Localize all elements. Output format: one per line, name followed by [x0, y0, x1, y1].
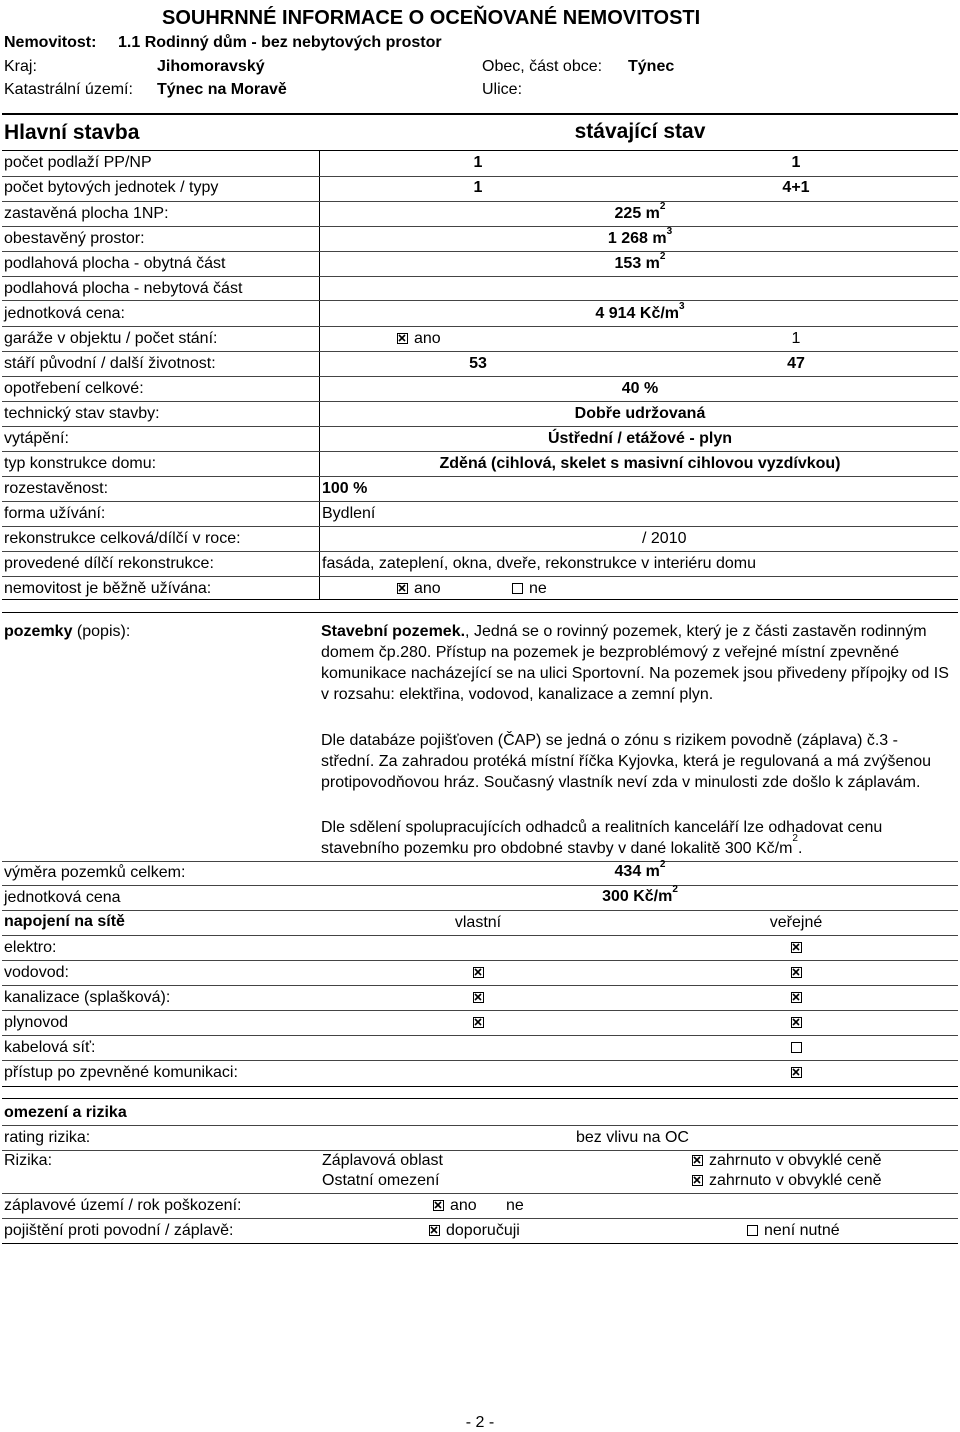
row-divider — [2, 326, 958, 327]
page-number: - 2 - — [465, 1414, 495, 1431]
check-mark-icon — [398, 584, 406, 592]
age-original: 53 — [469, 355, 487, 372]
unit-price-number: 4 914 Kč/m — [595, 305, 680, 322]
check-mark-icon — [474, 968, 482, 976]
row-divider — [2, 1035, 958, 1036]
land-desc-bold: Stavební pozemek. — [321, 623, 466, 640]
age-label: stáří původní / další životnost: — [4, 355, 216, 372]
built-area-label: zastavěná plocha 1NP: — [4, 205, 169, 222]
utility-label: plynovod — [4, 1014, 69, 1031]
utility-label: kabelová síť: — [4, 1039, 96, 1056]
check-mark-icon — [792, 993, 800, 1001]
risk-item-checkbox[interactable] — [692, 1175, 703, 1186]
reconstructions-value: fasáda, zateplení, okna, dveře, rekonstrukce v interiéru domu — [322, 555, 757, 572]
state-title: stávající stav — [574, 120, 706, 143]
row-divider — [2, 1150, 958, 1151]
garage-option: ano — [414, 330, 441, 347]
floor-area-nonresidential-label: podlahová plocha - nebytová část — [4, 280, 243, 297]
floor-area-residential-value — [614, 251, 666, 272]
street-label: Ulice: — [482, 81, 523, 98]
cadastre-label: Katastrální území: — [4, 81, 133, 98]
risk-rating-label: rating rizika: — [4, 1129, 91, 1146]
property-label: Nemovitost: — [4, 34, 97, 51]
row-divider — [2, 351, 958, 352]
floors-label: počet podlaží PP/NP — [4, 154, 152, 171]
wear-value: 40 % — [621, 380, 659, 397]
row-divider — [2, 476, 958, 477]
garage-checkbox[interactable] — [397, 333, 408, 344]
check-mark-icon — [398, 334, 406, 342]
land-price-text — [321, 817, 951, 859]
unit-price-label: jednotková cena: — [4, 305, 125, 322]
garage-count: 1 — [791, 330, 801, 347]
built-area-number: 225 m — [614, 205, 660, 222]
row-divider — [2, 426, 958, 427]
flood-zone-checkbox[interactable] — [433, 1200, 444, 1211]
region-label: Kraj: — [4, 58, 37, 75]
check-mark-icon — [474, 993, 482, 1001]
utilities-col-public: veřejné — [769, 914, 823, 931]
land-label: pozemky — [4, 623, 73, 640]
in-use-no-label: ne — [529, 580, 547, 597]
land-unit-price-number: 300 Kč/m — [602, 888, 673, 905]
flood-zone-no: ne — [506, 1197, 524, 1214]
built-area-value — [614, 201, 666, 222]
completion-label: rozestavěnost: — [4, 480, 109, 497]
flood-zone-yes: ano — [450, 1197, 477, 1214]
land-price-text-exp: 2 — [792, 833, 798, 844]
row-divider — [2, 885, 958, 886]
enclosed-space-unit-exp: 3 — [666, 226, 673, 237]
divider-top — [2, 113, 958, 115]
building-section-title: Hlavní stavba — [4, 121, 140, 144]
row-divider — [2, 1125, 958, 1126]
row-divider — [2, 910, 958, 911]
land-total-area-number: 434 m — [614, 863, 660, 880]
row-divider — [2, 251, 958, 252]
utility-private-checkbox[interactable] — [473, 967, 484, 978]
utility-private-checkbox[interactable] — [473, 1017, 484, 1028]
risk-item-name: Záplavová oblast — [322, 1152, 443, 1169]
land-unit-price-unit-exp: 2 — [672, 884, 678, 895]
floor-area-residential-number: 153 m — [614, 255, 660, 272]
insurance-recommended-label: doporučuji — [446, 1222, 520, 1239]
row-divider — [2, 1218, 958, 1219]
check-mark-icon — [430, 1226, 438, 1234]
floors-value-2: 1 — [791, 154, 801, 171]
row-divider — [2, 276, 958, 277]
in-use-no-checkbox[interactable] — [512, 583, 523, 594]
row-divider — [2, 526, 958, 527]
enclosed-space-label: obestavěný prostor: — [4, 230, 145, 247]
completion-value: 100 % — [322, 480, 368, 497]
built-area-unit-exp: 2 — [659, 201, 666, 212]
row-divider — [2, 300, 958, 301]
utility-label: přístup po zpevněné komunikaci: — [4, 1064, 238, 1081]
unit-price-unit-exp: 3 — [679, 301, 685, 312]
row-divider — [2, 551, 958, 552]
utility-label: elektro: — [4, 939, 57, 956]
land-label-wrap — [4, 624, 130, 640]
land-flood-text: Dle databáze pojišťoven (ČAP) se jedná o zónu s rizikem povodně (záplava) č.3 - střední. Za zahradou protéká místní říčka Kyjovka, která je regulovaná a má zvýšenou protipovodňovou hráz. Současný vlastník neví zda v minulosti zde došlo k záplavám. — [321, 732, 932, 791]
row-divider — [2, 451, 958, 452]
in-use-yes-label: ano — [414, 580, 441, 597]
divider-risks-bottom — [2, 1243, 958, 1244]
row-divider — [2, 176, 958, 177]
enclosed-space-number: 1 268 m — [607, 230, 667, 247]
row-divider — [2, 1060, 958, 1061]
divider-risks-top — [2, 1098, 958, 1099]
region-value: Jihomoravský — [157, 58, 265, 75]
wear-label: opotřebení celkové: — [4, 380, 144, 397]
utility-public-checkbox[interactable] — [791, 942, 802, 953]
check-mark-icon — [434, 1201, 442, 1209]
age-remaining: 47 — [787, 355, 805, 372]
divider-building-header — [2, 150, 958, 151]
municipality-label: Obec, část obce: — [482, 58, 603, 75]
land-total-area-unit-exp: 2 — [659, 859, 666, 870]
row-divider — [2, 960, 958, 961]
row-divider — [2, 401, 958, 402]
usage-label: forma užívání: — [4, 505, 106, 522]
land-unit-price-label: jednotková cena — [4, 889, 121, 906]
check-mark-icon — [693, 1176, 701, 1184]
heating-value: Ústřední / etážové - plyn — [547, 430, 733, 447]
utility-public-checkbox[interactable] — [791, 967, 802, 978]
land-label-suffix: (popis): — [72, 623, 131, 640]
flood-zone-label: záplavové území / rok poškození: — [4, 1197, 242, 1214]
garage-label: garáže v objektu / počet stání: — [4, 330, 218, 347]
utility-private-checkbox[interactable] — [473, 992, 484, 1003]
risk-item-checkbox[interactable] — [692, 1155, 703, 1166]
municipality-value: Týnec — [628, 58, 675, 75]
row-divider — [2, 1010, 958, 1011]
row-divider — [2, 985, 958, 986]
floor-area-residential-unit-exp: 2 — [659, 251, 666, 262]
check-mark-icon — [693, 1156, 701, 1164]
units-value-1: 1 — [473, 179, 483, 196]
row-divider — [2, 935, 958, 936]
row-divider — [2, 376, 958, 377]
land-desc-rest: , Jedná se o rovinný pozemek, který je z části zastavěn rodinným domem čp.280. Přístup na pozemek je bezproblémový z veřejné místní zpevněné komunikace nacházející se na ulici Sportovní. Na pozemek jsou přivedeny přípojky od IS v rozsahu: elektřina, vodovod, kanalizace a zemní plyn. — [321, 623, 949, 703]
land-price-text-main: Dle sdělení spolupracujících odhadců a realitních kanceláří lze odhadovat cenu stavebního pozemku pro obdobné stavby v dané lokalitě 300 Kč/m — [321, 819, 883, 857]
insurance-label: pojištění proti povodní / záplavě: — [4, 1222, 234, 1239]
reconstruction-year-label: rekonstrukce celková/dílčí v roce: — [4, 530, 241, 547]
construction-value: Zděná (cihlová, skelet s masivní cihlovou vyzdívkou) — [439, 455, 841, 472]
building-table-vertical-line — [319, 150, 320, 599]
risks-title: omezení a rizika — [4, 1104, 127, 1121]
check-mark-icon — [474, 1018, 482, 1026]
reconstruction-year-value: / 2010 — [642, 530, 687, 547]
check-mark-icon — [792, 1068, 800, 1076]
utility-label: vodovod: — [4, 964, 69, 981]
usage-value: Bydlení — [322, 505, 376, 522]
land-total-area-value — [614, 859, 666, 880]
utility-label: kanalizace (splašková): — [4, 989, 171, 1006]
divider-land-top — [2, 612, 958, 613]
page-title: SOUHRNNÉ INFORMACE O OCEŇOVANÉ NEMOVITOSTI — [162, 7, 701, 29]
land-total-area-label: výměra pozemků celkem: — [4, 864, 186, 881]
row-divider — [2, 861, 958, 862]
floors-value-1: 1 — [473, 154, 483, 171]
row-divider — [2, 1193, 958, 1194]
construction-label: typ konstrukce domu: — [4, 455, 157, 472]
utility-public-checkbox[interactable] — [791, 1042, 802, 1053]
utility-public-checkbox[interactable] — [791, 1067, 802, 1078]
floor-area-residential-label: podlahová plocha - obytná část — [4, 255, 226, 272]
utility-public-checkbox[interactable] — [791, 1017, 802, 1028]
cadastre-value: Týnec na Moravě — [157, 81, 287, 98]
unit-price-value — [595, 301, 685, 322]
in-use-label: nemovitost je běžně užívána: — [4, 580, 212, 597]
check-mark-icon — [792, 968, 800, 976]
risk-item-name: Ostatní omezení — [322, 1172, 440, 1189]
in-use-yes-checkbox[interactable] — [397, 583, 408, 594]
check-mark-icon — [792, 1018, 800, 1026]
units-value-2: 4+1 — [782, 179, 810, 196]
row-divider — [2, 576, 958, 577]
divider-utilities-bottom — [2, 1086, 958, 1087]
insurance-recommended-checkbox[interactable] — [429, 1225, 440, 1236]
row-divider — [2, 226, 958, 227]
row-divider — [2, 201, 958, 202]
utilities-title: napojení na sítě — [4, 913, 125, 930]
insurance-not-needed-checkbox[interactable] — [747, 1225, 758, 1236]
utilities-col-private: vlastní — [454, 914, 502, 931]
heating-label: vytápění: — [4, 430, 69, 447]
land-unit-price-value — [602, 884, 678, 905]
risk-item-note: zahrnuto v obvyklé ceně — [709, 1152, 882, 1169]
technical-state-value: Dobře udržovaná — [574, 405, 706, 422]
property-value: 1.1 Rodinný dům - bez nebytových prostor — [118, 34, 442, 51]
risk-item-note: zahrnuto v obvyklé ceně — [709, 1172, 882, 1189]
land-price-text-end: . — [797, 840, 803, 857]
divider-building-bottom — [2, 599, 958, 600]
insurance-not-needed-label: není nutné — [764, 1222, 840, 1239]
enclosed-space-value — [607, 226, 673, 247]
reconstructions-label: provedené dílčí rekonstrukce: — [4, 555, 214, 572]
row-divider — [2, 501, 958, 502]
technical-state-label: technický stav stavby: — [4, 405, 160, 422]
units-label: počet bytových jednotek / typy — [4, 179, 219, 196]
risks-label: Rizika: — [4, 1152, 53, 1169]
utility-public-checkbox[interactable] — [791, 992, 802, 1003]
check-mark-icon — [792, 943, 800, 951]
land-description — [321, 621, 951, 705]
risk-rating-value: bez vlivu na OC — [576, 1129, 689, 1146]
